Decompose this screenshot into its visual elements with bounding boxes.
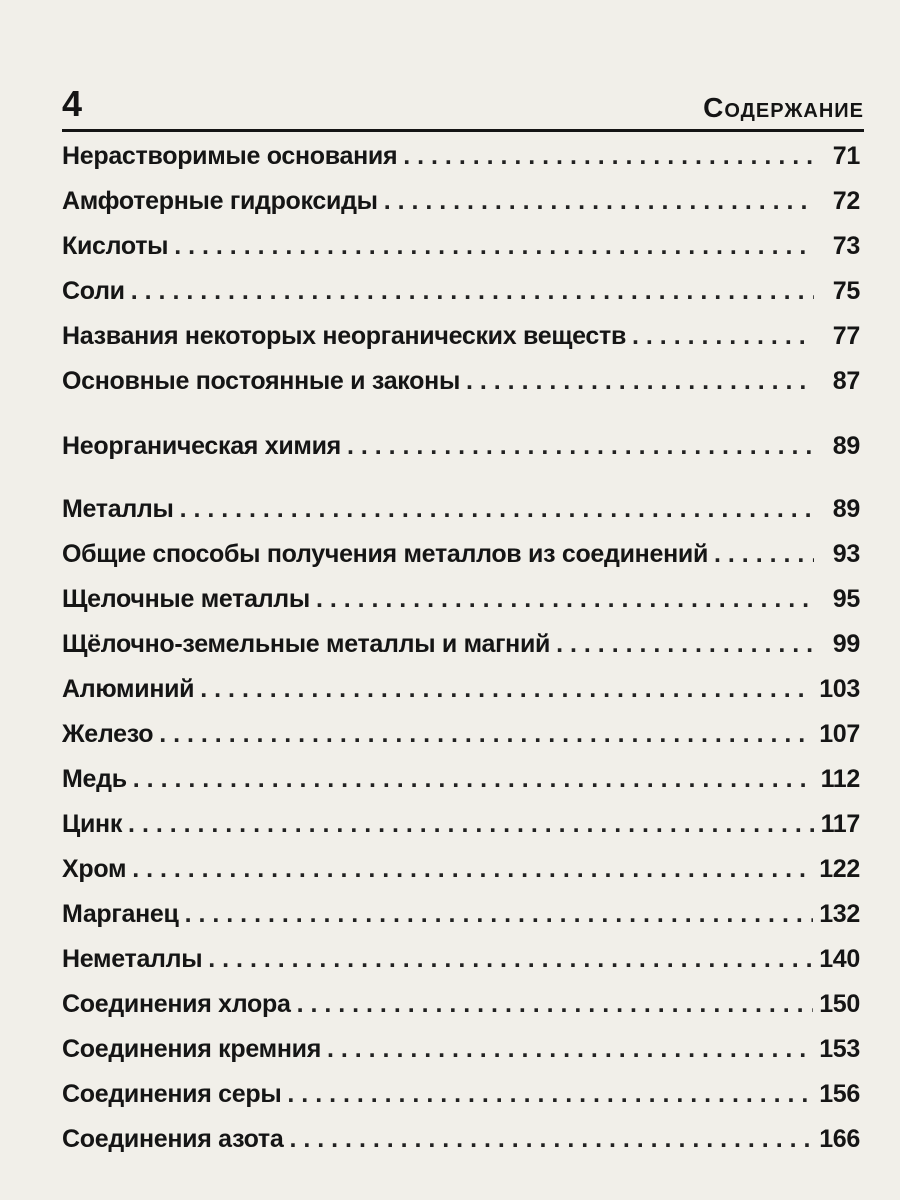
toc-dot-leader xyxy=(200,675,813,704)
toc-entry-title: Соединения серы xyxy=(62,1080,282,1108)
toc-dot-leader xyxy=(131,277,814,306)
toc-entry-title: Основные постоянные и законы xyxy=(62,367,460,395)
toc-entry xyxy=(62,945,860,990)
toc-entry-page: 112 xyxy=(820,765,860,793)
toc-dot-leader xyxy=(132,855,813,884)
toc-entry-page: 77 xyxy=(832,322,860,350)
toc-entry-title: Щёлочно-земельные металлы и магний xyxy=(62,630,551,658)
toc-dot-leader xyxy=(632,322,814,351)
toc-entry-title: Общие способы получения металлов из соединений xyxy=(62,540,709,568)
toc-entry-title: Соли xyxy=(62,277,125,305)
toc-dot-leader xyxy=(133,765,814,794)
toc-entry xyxy=(62,540,860,585)
toc-entry-title: Кислоты xyxy=(62,232,169,260)
toc-entry-page: 72 xyxy=(832,187,860,215)
toc-entry xyxy=(62,232,860,277)
toc-entry-page: 89 xyxy=(832,495,860,523)
toc-entry-page: 87 xyxy=(832,367,860,395)
toc-entry xyxy=(62,1125,860,1170)
toc-entry-page: 153 xyxy=(819,1035,860,1063)
running-head: Содержание xyxy=(703,92,864,123)
toc-entry-page: 73 xyxy=(832,232,860,260)
toc-dot-leader xyxy=(327,1035,813,1064)
toc-entry-page: 89 xyxy=(832,432,860,460)
toc-entry xyxy=(62,495,860,540)
toc-dot-leader xyxy=(714,540,814,569)
toc-entry-page: 103 xyxy=(819,675,860,703)
toc-entry-title: Соединения кремния xyxy=(62,1035,321,1063)
toc-entry-title: Марганец xyxy=(62,900,179,928)
toc-entry xyxy=(62,1080,860,1125)
toc-dot-leader xyxy=(347,432,814,461)
toc-entry-page: 107 xyxy=(819,720,860,748)
toc-entry-title: Медь xyxy=(62,765,127,793)
toc-entry-title: Железо xyxy=(62,720,154,748)
toc-dot-leader xyxy=(316,585,814,614)
toc-entry-title: Соединения азота xyxy=(62,1125,284,1153)
toc-entry xyxy=(62,277,860,322)
toc-dot-leader xyxy=(185,900,814,929)
toc-dot-leader xyxy=(159,720,813,749)
page-number: 4 xyxy=(62,83,83,124)
toc-entry-title: Хром xyxy=(62,855,127,883)
toc-entry-title: Щелочные металлы xyxy=(62,585,310,613)
toc-entry-page: 99 xyxy=(832,630,860,658)
toc-entry-title: Соединения хлора xyxy=(62,990,291,1018)
toc-dot-leader xyxy=(384,187,814,216)
toc-entry xyxy=(62,990,860,1035)
toc-entry xyxy=(62,765,860,810)
toc-entry-page: 156 xyxy=(819,1080,860,1108)
toc-entry-title: Амфотерные гидроксиды xyxy=(62,187,378,215)
toc-entry-title: Металлы xyxy=(62,495,174,523)
toc-entry-page: 132 xyxy=(819,900,860,928)
toc-entry-page: 140 xyxy=(819,945,860,973)
toc-entry-title: Названия некоторых неорганических веществ xyxy=(62,322,627,350)
page-header xyxy=(62,82,864,128)
toc-entry xyxy=(62,720,860,765)
toc-dot-leader xyxy=(556,630,814,659)
toc-dot-leader xyxy=(128,810,814,839)
toc-entry-title: Цинк xyxy=(62,810,123,838)
toc-entry xyxy=(62,855,860,900)
toc-entry xyxy=(62,900,860,945)
toc-entry xyxy=(62,585,860,630)
table-of-contents xyxy=(62,142,860,1170)
toc-entry xyxy=(62,367,860,412)
toc-entry xyxy=(62,187,860,232)
toc-dot-leader xyxy=(289,1125,813,1154)
toc-entry xyxy=(62,1035,860,1080)
toc-entry xyxy=(62,810,860,855)
toc-dot-leader xyxy=(208,945,813,974)
toc-dot-leader xyxy=(174,232,814,261)
toc-entry-page: 71 xyxy=(832,142,860,170)
toc-entry-page: 122 xyxy=(819,855,860,883)
toc-entry-page: 117 xyxy=(820,810,860,838)
toc-entry-page: 93 xyxy=(832,540,860,568)
toc-dot-leader xyxy=(180,495,814,524)
toc-entry-title: Неметаллы xyxy=(62,945,203,973)
toc-entry xyxy=(62,142,860,187)
toc-dot-leader xyxy=(297,990,814,1019)
toc-entry-page: 166 xyxy=(819,1125,860,1153)
toc-entry-page: 75 xyxy=(832,277,860,305)
toc-entry-page: 95 xyxy=(832,585,860,613)
header-rule xyxy=(62,129,864,132)
toc-entry-page: 150 xyxy=(819,990,860,1018)
toc-dot-leader xyxy=(466,367,814,396)
toc-entry xyxy=(62,630,860,675)
toc-dot-leader xyxy=(287,1080,813,1109)
toc-section-heading xyxy=(62,432,860,477)
toc-dot-leader xyxy=(403,142,814,171)
toc-entry xyxy=(62,675,860,720)
toc-entry xyxy=(62,322,860,367)
toc-entry-title: Неорганическая химия xyxy=(62,432,341,460)
toc-entry-title: Нерастворимые основания xyxy=(62,142,398,170)
toc-entry-title: Алюминий xyxy=(62,675,195,703)
